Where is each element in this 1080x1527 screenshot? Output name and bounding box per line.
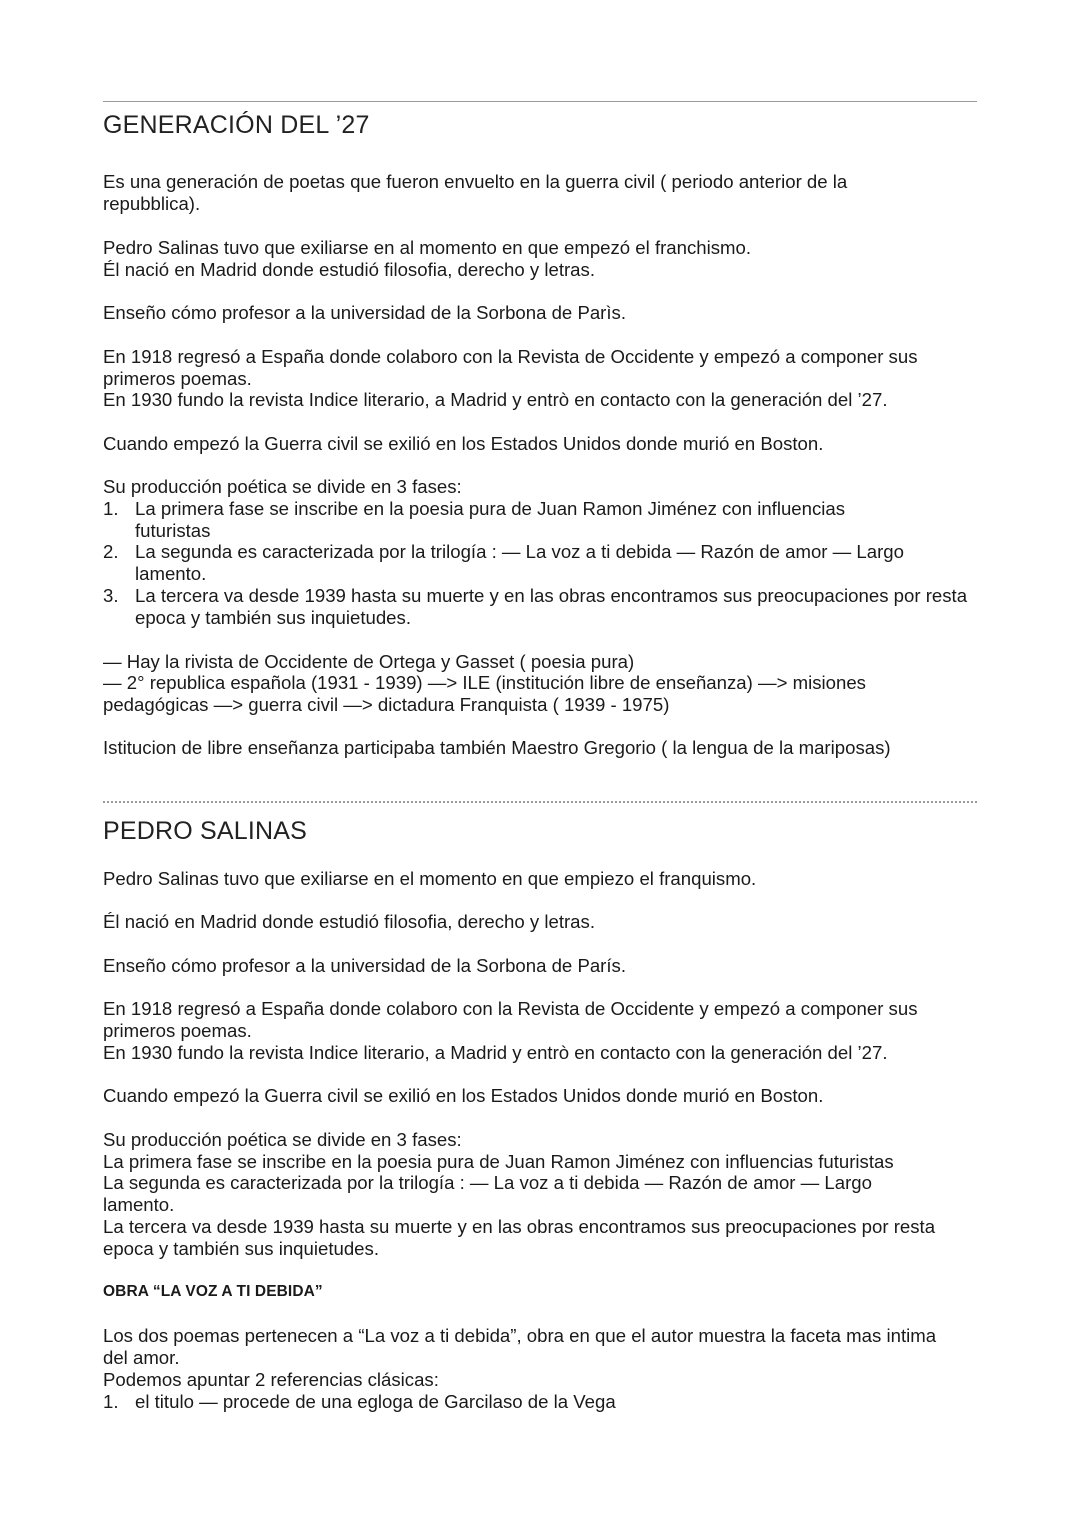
- list-text: La tercera va desde 1939 hasta su muerte y en las obras encontramos sus preocupaciones por resta epoca y también sus inquietudes.: [135, 585, 968, 628]
- list-text: La primera fase se inscribe en la poesia pura de Juan Ramon Jiménez con influencias futuristas: [135, 498, 846, 541]
- paragraph: En 1930 fundo la revista Indice literario, a Madrid y entrò en contacto con la generación del ’27.: [103, 1042, 888, 1063]
- paragraph: Es una generación de poetas que fueron envuelto en la guerra civil ( periodo anterior de la repubblica).: [103, 171, 848, 214]
- paragraph: Él nació en Madrid donde estudió filosofia, derecho y letras.: [103, 259, 595, 280]
- paragraph: Pedro Salinas tuvo que exiliarse en el momento en que empiezo el franquismo.: [103, 868, 757, 889]
- paragraph: Cuando empezó la Guerra civil se exilió en los Estados Unidos donde murió en Boston.: [103, 433, 824, 454]
- list-text: el titulo — procede de una egloga de Garcilaso de la Vega: [135, 1391, 616, 1412]
- section-title-pedro-salinas: PEDRO SALINAS: [103, 817, 308, 845]
- paragraph: — Hay la rivista de Occidente de Ortega y Gasset ( poesia pura): [103, 651, 635, 672]
- paragraph: Podemos apuntar 2 referencias clásicas:: [103, 1369, 439, 1390]
- list-number: 2.: [103, 541, 119, 562]
- section-divider: [103, 801, 977, 803]
- paragraph: La primera fase se inscribe en la poesia pura de Juan Ramon Jiménez con influencias futuristas: [103, 1151, 894, 1172]
- paragraph: Él nació en Madrid donde estudió filosofia, derecho y letras.: [103, 911, 595, 932]
- paragraph: Enseño cómo profesor a la universidad de la Sorbona de Parìs.: [103, 302, 627, 323]
- paragraph: Cuando empezó la Guerra civil se exilió en los Estados Unidos donde murió en Boston.: [103, 1085, 824, 1106]
- paragraph: En 1930 fundo la revista Indice literario, a Madrid y entrò en contacto con la generación del ’27.: [103, 389, 888, 410]
- paragraph: La segunda es caracterizada por la trilogía : — La voz a ti debida — Razón de amor — Largo lamento.: [103, 1172, 872, 1215]
- paragraph: Los dos poemas pertenecen a “La voz a ti debida”, obra en que el autor muestra la faceta mas intima del amor.: [103, 1325, 937, 1368]
- subsection-title: OBRA “LA VOZ A TI DEBIDA”: [103, 1283, 323, 1300]
- paragraph: — 2° republica española (1931 - 1939) —> ILE (institución libre de enseñanza) —> misiones pedagógicas —> guerra civil —> dictadura Franquista ( 1939 - 1975): [103, 672, 866, 715]
- list-intro: Su producción poética se divide en 3 fases:: [103, 476, 462, 497]
- list-number: 1.: [103, 1391, 119, 1412]
- paragraph: En 1918 regresó a España donde colaboro con la Revista de Occidente y empezó a componer sus primeros poemas.: [103, 998, 918, 1041]
- paragraph: Enseño cómo profesor a la universidad de la Sorbona de París.: [103, 955, 627, 976]
- paragraph: En 1918 regresó a España donde colaboro con la Revista de Occidente y empezó a componer sus primeros poemas.: [103, 346, 918, 389]
- list-text: La segunda es caracterizada por la trilogía : — La voz a ti debida — Razón de amor — Largo lamento.: [135, 541, 904, 584]
- list-number: 3.: [103, 585, 119, 606]
- paragraph: Pedro Salinas tuvo que exiliarse en al momento en que empezó el franchismo.: [103, 237, 752, 258]
- section-title-generacion: GENERACIÓN DEL ’27: [103, 111, 370, 139]
- top-rule: [103, 101, 977, 102]
- paragraph: Istitucion de libre enseñanza participaba también Maestro Gregorio ( la lengua de la mariposas): [103, 737, 891, 758]
- list-number: 1.: [103, 498, 119, 519]
- paragraph: La tercera va desde 1939 hasta su muerte y en las obras encontramos sus preocupaciones por resta epoca y también sus inquietudes.: [103, 1216, 936, 1259]
- paragraph: Su producción poética se divide en 3 fases:: [103, 1129, 462, 1150]
